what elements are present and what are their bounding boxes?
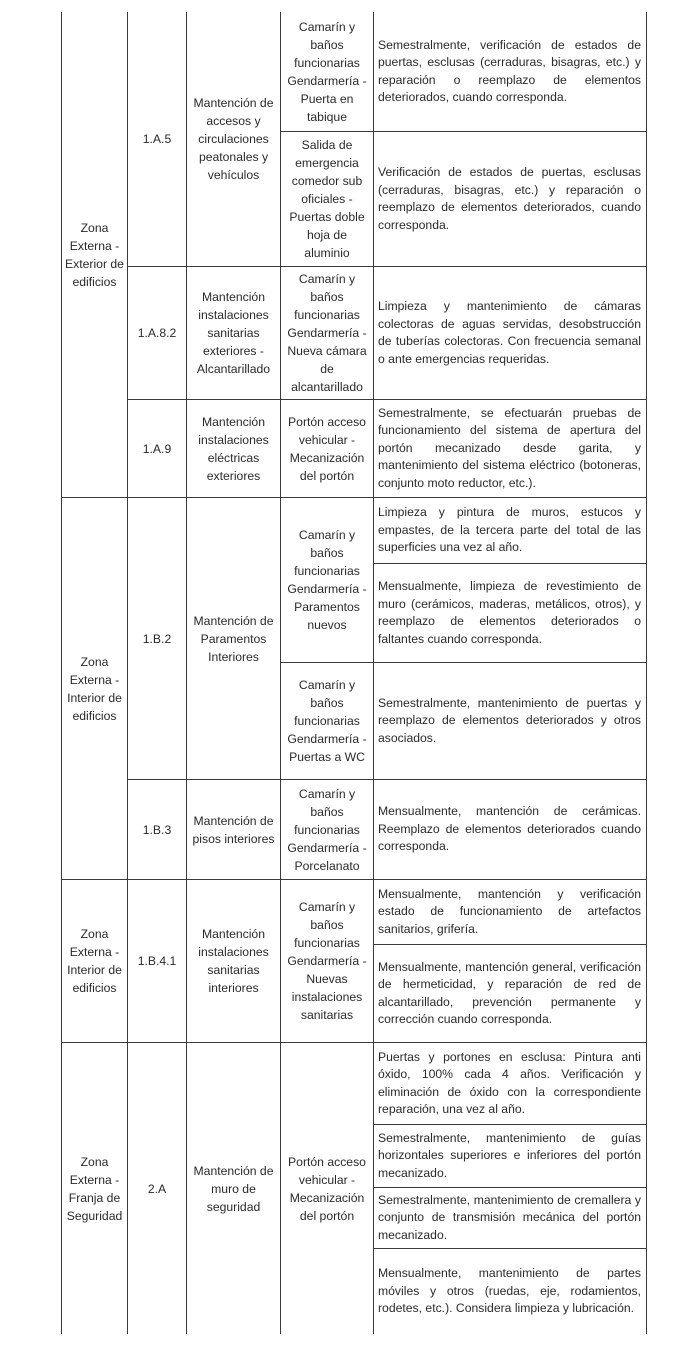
- description-text: Limpieza y pintura de muros, estucos y empastes, de la tercera parte del total de las superficies una vez al año.: [378, 505, 641, 555]
- description-cell: [374, 880, 646, 944]
- description-cell: [374, 132, 646, 266]
- lugar-cell: [281, 663, 373, 779]
- description-text: Mensualmente, mantención y verificación estado de funcionamiento de artefactos sanitarios, grifería.: [378, 886, 641, 936]
- location-label: Portón acceso vehicular - Mecanización del portón: [288, 414, 366, 483]
- zona-label: Zona Externa - Exterior de edificios: [65, 220, 124, 289]
- description-cell: [374, 1043, 646, 1124]
- item-title: Mantención de Paramentos Interiores: [193, 613, 274, 664]
- description-cell: [374, 1249, 646, 1334]
- zona-cell: [62, 12, 127, 497]
- item-cell: [187, 1043, 280, 1334]
- item-cell: [187, 498, 280, 779]
- item-code: 1.B.2: [142, 631, 172, 646]
- description-cell: [374, 400, 646, 497]
- item-title: Mantención instalaciones eléctricas exteriores: [198, 414, 269, 483]
- description-text: Semestralmente, verificación de estados de puertas, esclusas (cerraduras, bisagras, etc.) y reparación o reemplazo de elementos deteriorados, cuando corresponda.: [378, 37, 641, 104]
- description-cell: [374, 1188, 646, 1248]
- location-label: Camarín y baños funcionarias Gendarmería - Nuevas instalaciones sanitarias: [287, 900, 367, 1022]
- description-text: Puertas y portones en esclusa: Pintura anti óxido, 100% cada 4 años. Verificación y eliminación de óxido con la correspondiente reparación, una vez al año.: [378, 1049, 641, 1116]
- codigo-cell: [128, 1043, 186, 1334]
- item-code: 1.A.5: [142, 132, 172, 146]
- item-title: Mantención instalaciones sanitarias exteriores - Alcantarillado: [196, 290, 271, 376]
- location-label: Camarín y baños funcionarias Gendarmería - Paramentos nuevos: [287, 528, 367, 632]
- description-text: Semestralmente, mantenimiento de cremallera y conjunto de transmisión mecánica del portón mecanizado.: [378, 1192, 641, 1242]
- item-title: Mantención instalaciones sanitarias interiores: [198, 927, 269, 995]
- zona-label: Zona Externa - Franja de Seguridad: [66, 1154, 123, 1223]
- zona-cell: [62, 1043, 127, 1334]
- item-cell: [187, 780, 280, 879]
- location-label: Camarín y baños funcionarias Gendarmería - Nueva cámara de alcantarillado: [287, 272, 367, 394]
- codigo-cell: [128, 780, 186, 879]
- codigo-cell: [128, 12, 186, 266]
- description-cell: [374, 267, 646, 399]
- location-label: Camarín y baños funcionarias Gendarmería - Porcelanato: [287, 786, 367, 873]
- item-cell: [187, 400, 280, 497]
- item-cell: [187, 12, 280, 266]
- description-text: Limpieza y mantenimiento de cámaras colectoras de aguas servidas, desobstrucción de tuberías colectoras. Con frecuencia semanal o ante emergencias requeridas.: [378, 299, 641, 366]
- zona-cell: [62, 498, 127, 879]
- location-label: Camarín y baños funcionarias Gendarmería - Puerta en tabique: [287, 19, 367, 124]
- description-cell: [374, 564, 646, 662]
- lugar-cell: [281, 12, 373, 131]
- item-title: Mantención de muro de seguridad: [193, 1163, 274, 1214]
- description-text: Mensualmente, mantención general, verificación de hermeticidad, y reparación de red de alcantarillado, prevención permanente y corrección cuando corresponda.: [378, 959, 641, 1026]
- zona-label: Zona Externa - Interior de edificios: [67, 654, 122, 723]
- item-code: 1.A.8.2: [137, 326, 177, 340]
- lugar-cell: [281, 498, 373, 662]
- item-code: 1.A.9: [142, 441, 172, 456]
- lugar-cell: [281, 780, 373, 879]
- description-cell: [374, 12, 646, 131]
- item-title: Mantención de pisos interiores: [192, 813, 275, 846]
- description-cell: [374, 1125, 646, 1187]
- location-label: Salida de emergencia comedor sub oficiales - Puertas doble hoja de aluminio: [289, 138, 365, 260]
- location-label: Camarín y baños funcionarias Gendarmería - Puertas a WC: [287, 678, 367, 764]
- lugar-cell: [281, 1043, 373, 1334]
- lugar-cell: [281, 267, 373, 399]
- zona-cell: [62, 880, 127, 1042]
- description-cell: [374, 780, 646, 879]
- lugar-cell: [281, 132, 373, 266]
- codigo-cell: [128, 400, 186, 497]
- description-cell: [374, 498, 646, 563]
- item-cell: [187, 267, 280, 399]
- description-text: Semestralmente, mantenimiento de puertas y reemplazo de elementos deteriorados y otros asociados.: [378, 695, 641, 745]
- description-text: Semestralmente, mantenimiento de guías horizontales superiores e inferiores del portón mecanizado.: [378, 1130, 641, 1180]
- item-cell: [187, 880, 280, 1042]
- codigo-cell: [128, 267, 186, 399]
- item-code: 1.B.4.1: [137, 954, 177, 968]
- grid-line: [646, 12, 647, 1334]
- item-title: Mantención de accesos y circulaciones peatonales y vehículos: [193, 96, 274, 182]
- description-text: Semestralmente, se efectuarán pruebas de funcionamiento del sistema de apertura del portón mecanizado desde garita, y mantenimiento del sistema eléctrico (botoneras, conjunto moto reductor, etc.).: [378, 405, 641, 490]
- lugar-cell: [281, 400, 373, 497]
- location-label: Portón acceso vehicular - Mecanización del portón: [288, 1154, 366, 1223]
- codigo-cell: [128, 880, 186, 1042]
- item-code: 2.A: [147, 1181, 167, 1196]
- description-cell: [374, 945, 646, 1042]
- description-cell: [374, 663, 646, 779]
- description-text: Verificación de estados de puertas, esclusas (cerraduras, bisagras, etc.) y reparación o reemplazo de elementos deteriorados, cuando corresponda.: [378, 165, 641, 232]
- description-text: Mensualmente, limpieza de revestimiento de muro (cerámicos, maderas, metálicos, otros), y reemplazo de elementos deteriorados o faltantes cuando corresponda.: [378, 579, 641, 646]
- item-code: 1.B.3: [142, 822, 172, 837]
- description-text: Mensualmente, mantención de cerámicas. Reemplazo de elementos deteriorados cuando corresponda.: [378, 804, 641, 854]
- lugar-cell: [281, 880, 373, 1042]
- codigo-cell: [128, 498, 186, 779]
- zona-label: Zona Externa - Interior de edificios: [67, 927, 122, 995]
- description-text: Mensualmente, mantenimiento de partes móviles y otros (ruedas, eje, rodamientos, rodetes, etc.). Considera limpieza y lubricación.: [378, 1266, 641, 1316]
